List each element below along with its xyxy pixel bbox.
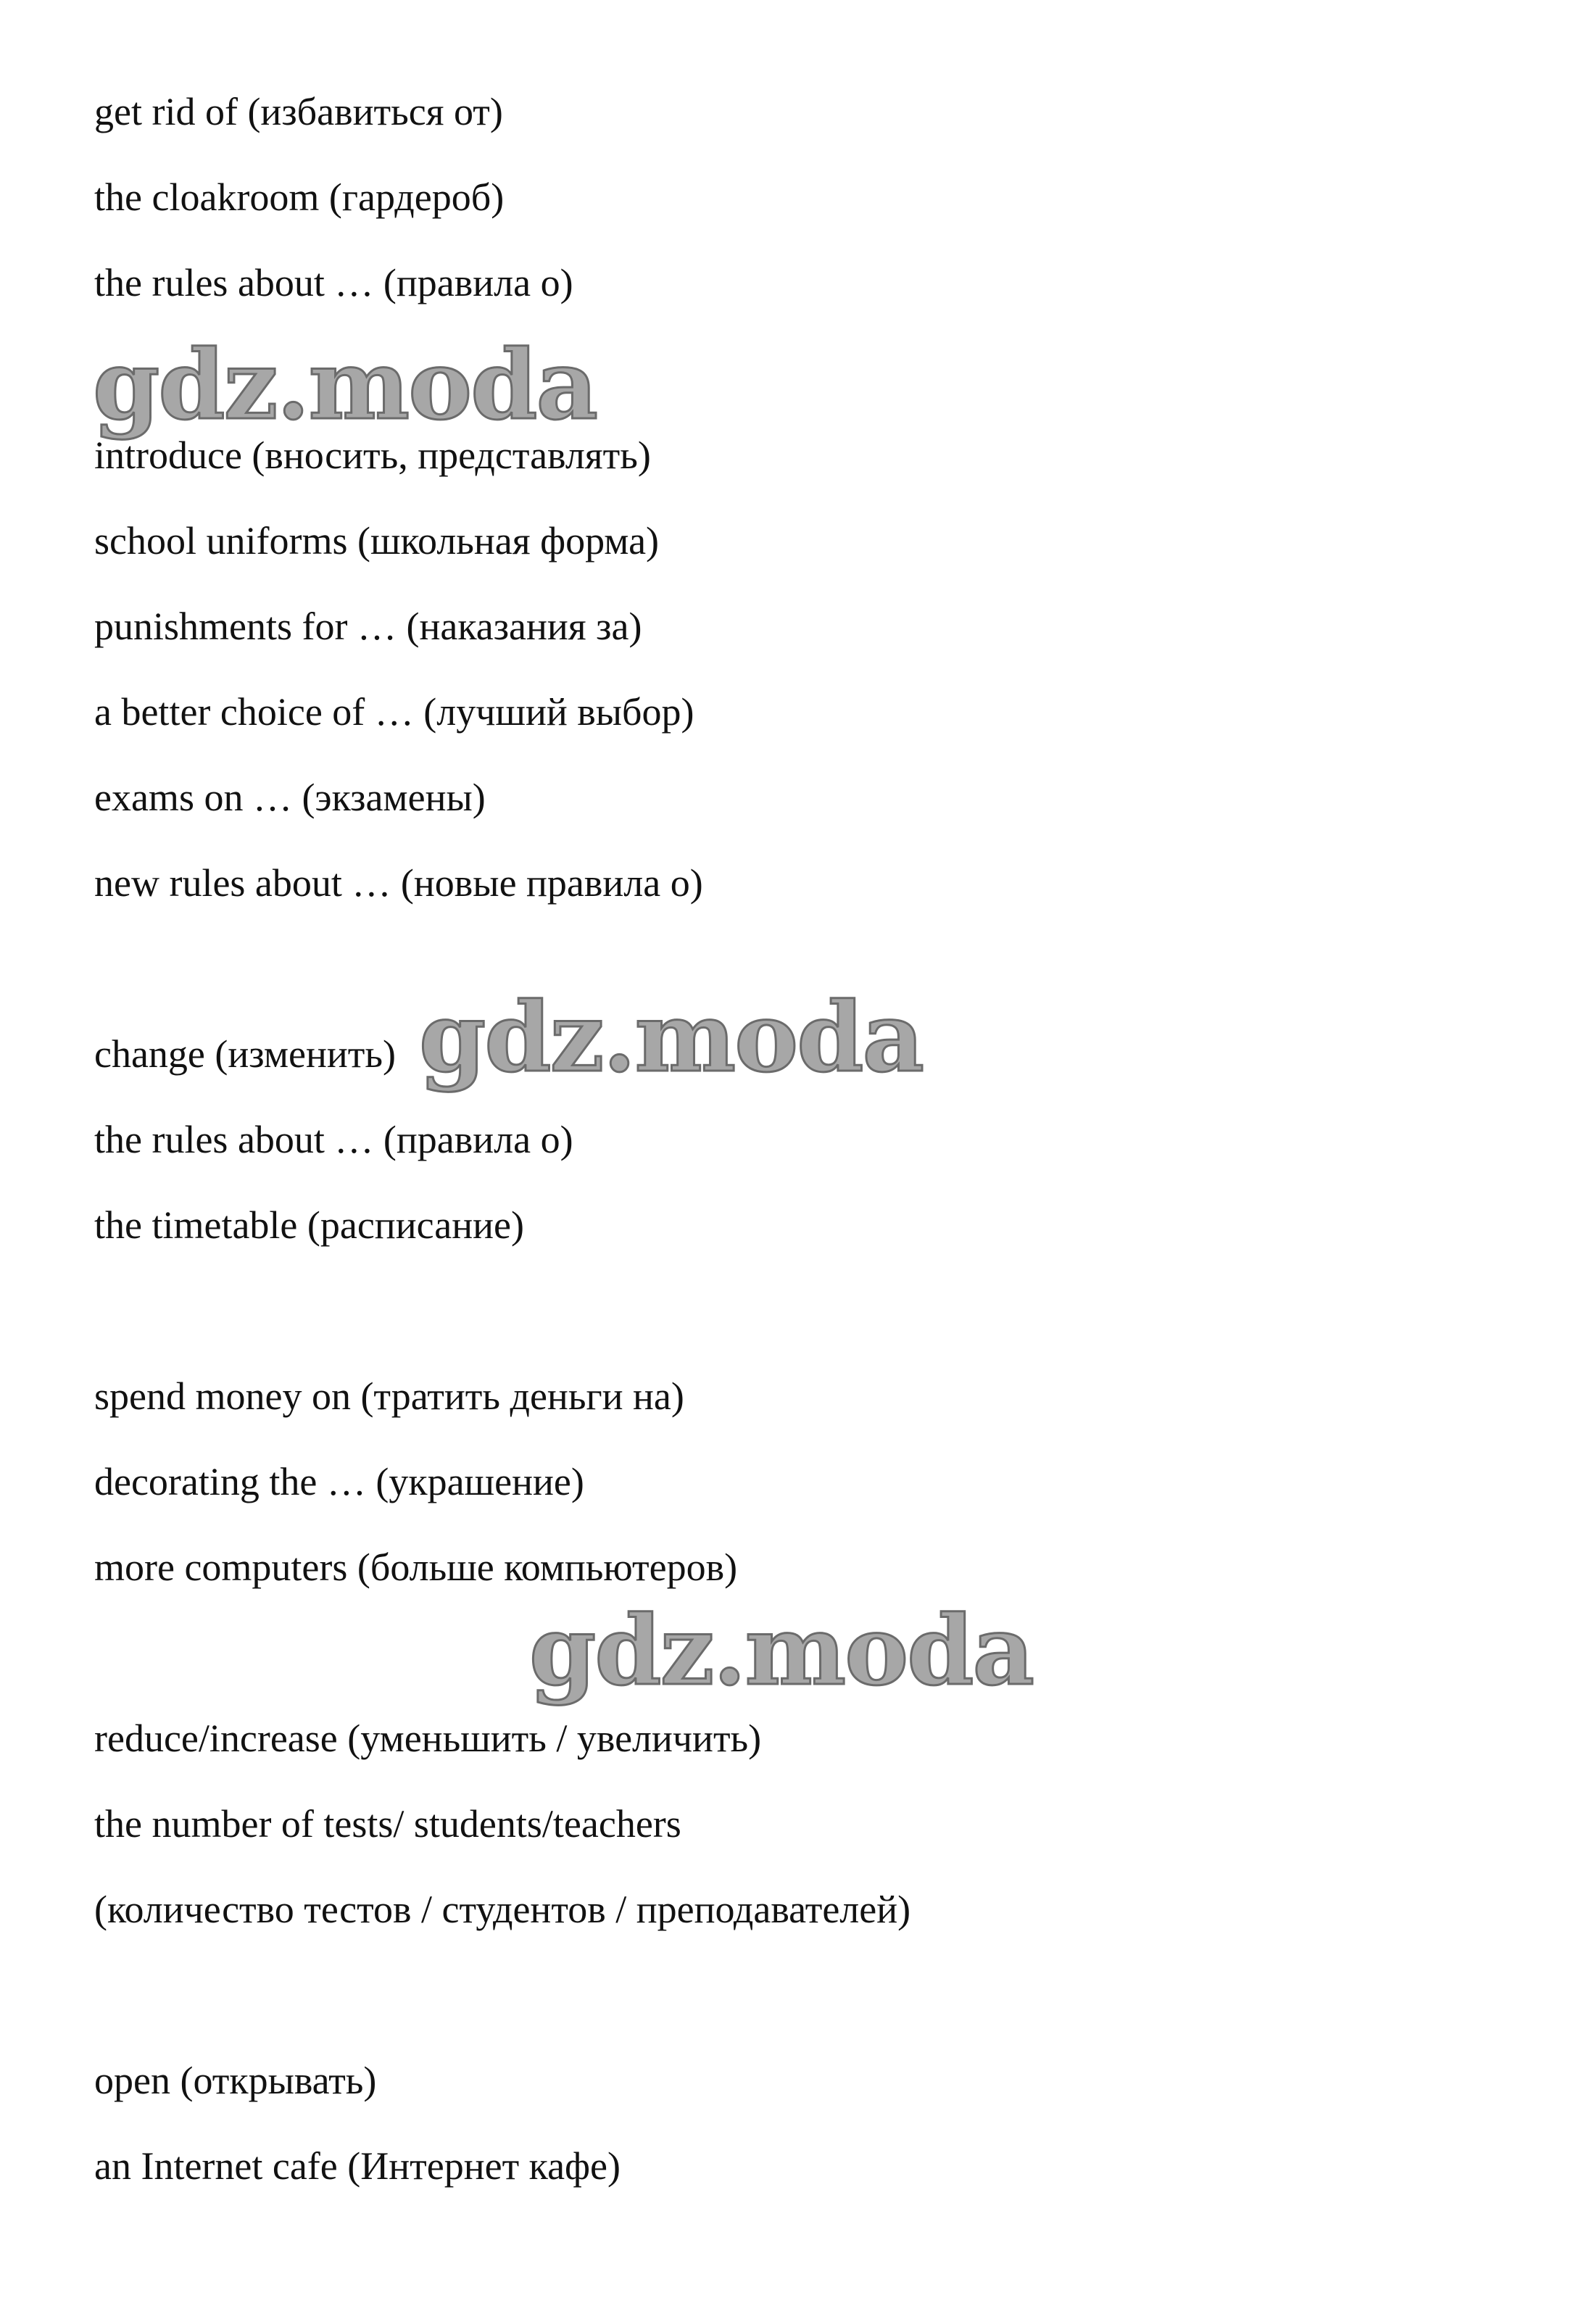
text-line: the rules about … (правила о) — [94, 1118, 573, 1161]
text-line: introduce (вносить, представлять) — [94, 433, 651, 477]
text-line: spend money on (тратить деньги на) — [94, 1374, 684, 1418]
text-line: more computers (больше компьютеров) — [94, 1545, 738, 1589]
text-line: change (изменить) — [94, 1032, 396, 1076]
text-line: exams on … (экзамены) — [94, 776, 486, 819]
watermark: gdz.moda — [529, 1595, 1034, 1707]
text-line: the number of tests/ students/teachers — [94, 1802, 681, 1846]
text-line: a better choice of … (лучший выбор) — [94, 690, 694, 734]
watermark: gdz.moda — [93, 329, 597, 441]
watermark: gdz.moda — [419, 982, 924, 1094]
text-line: new rules about … (новые правила о) — [94, 861, 703, 905]
text-line: open (открывать) — [94, 2059, 377, 2102]
text-line: (количество тестов / студентов / преподавателей) — [94, 1888, 911, 1931]
text-line: decorating the … (украшение) — [94, 1460, 584, 1503]
text-line: an Internet cafe (Интернет кафе) — [94, 2144, 621, 2188]
text-line: get rid of (избавиться от) — [94, 90, 503, 133]
text-line: school uniforms (школьная форма) — [94, 519, 660, 563]
text-line: the cloakroom (гардероб) — [94, 175, 505, 219]
text-line: punishments for … (наказания за) — [94, 605, 642, 648]
text-line: reduce/increase (уменьшить / увеличить) — [94, 1717, 762, 1760]
text-line: the rules about … (правила о) — [94, 261, 573, 304]
text-line: the timetable (расписание) — [94, 1203, 524, 1247]
